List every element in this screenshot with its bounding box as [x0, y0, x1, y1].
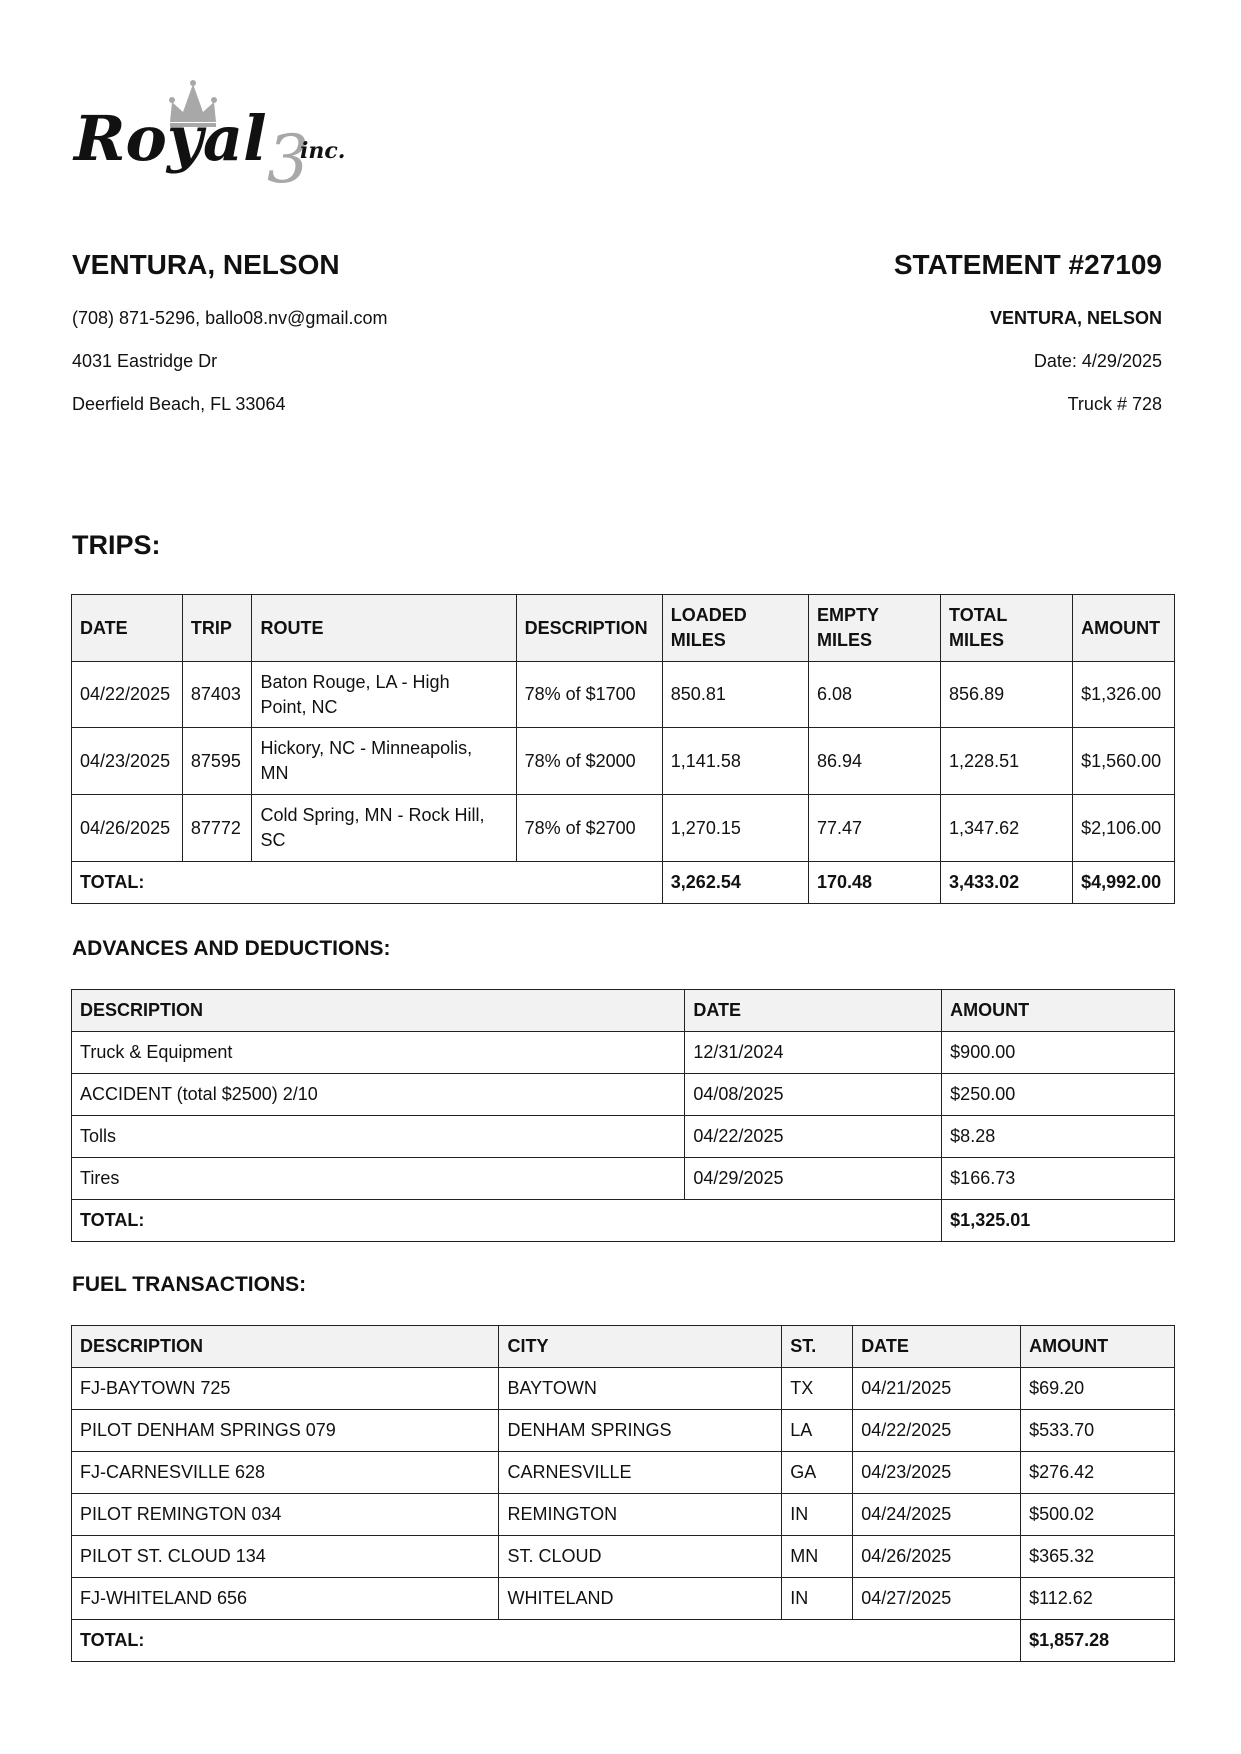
fuel-city: WHITELAND: [499, 1578, 782, 1620]
advances-total-label: TOTAL:: [72, 1200, 942, 1242]
fuel-city: DENHAM SPRINGS: [499, 1410, 782, 1452]
statement-date: Date: 4/29/2025: [1033, 351, 1162, 371]
fuel-title: FUEL TRANSACTIONS:: [72, 1273, 307, 1296]
fuel-city: ST. CLOUD: [499, 1536, 782, 1578]
col-header-city: CITY: [499, 1326, 782, 1368]
advance-description: Tolls: [72, 1116, 685, 1158]
fuel-date: 04/24/2025: [853, 1494, 1021, 1536]
trip-amount: $2,106.00: [1073, 795, 1175, 862]
col-header-description: DESCRIPTION: [516, 595, 662, 662]
fuel-state: MN: [782, 1536, 853, 1578]
table-row: [72, 1368, 1175, 1410]
advance-amount: $900.00: [942, 1032, 1175, 1074]
statement-truck: Truck # 728: [1067, 394, 1162, 414]
trips-total-loaded: 3,262.54: [662, 862, 808, 904]
table-row: [72, 1578, 1175, 1620]
trip-loaded-miles: 850.81: [662, 662, 808, 728]
table-row: [72, 1494, 1175, 1536]
table-row: [72, 662, 1175, 728]
col-header-amount: AMOUNT: [1073, 595, 1175, 662]
fuel-description: PILOT ST. CLOUD 134: [72, 1536, 499, 1578]
advance-date: 12/31/2024: [685, 1032, 942, 1074]
table-row: [72, 1158, 1175, 1200]
trip-empty-miles: 77.47: [808, 795, 940, 862]
advances-total-row: [72, 1200, 1175, 1242]
table-row: [72, 1074, 1175, 1116]
col-header-amount: AMOUNT: [1021, 1326, 1175, 1368]
trip-amount: $1,560.00: [1073, 728, 1175, 795]
trip-total-miles: 1,228.51: [941, 728, 1073, 795]
trip-number: 87772: [182, 795, 252, 862]
fuel-date: 04/26/2025: [853, 1536, 1021, 1578]
fuel-state: IN: [782, 1578, 853, 1620]
fuel-amount: $365.32: [1021, 1536, 1175, 1578]
advance-amount: $166.73: [942, 1158, 1175, 1200]
col-header-date: DATE: [853, 1326, 1021, 1368]
trip-number: 87595: [182, 728, 252, 795]
carrier-address-line1: 4031 Eastridge Dr: [72, 351, 218, 371]
trip-number: 87403: [182, 662, 252, 728]
trips-total-row: [72, 862, 1175, 904]
trip-route: Cold Spring, MN - Rock Hill, SC: [252, 795, 516, 862]
col-header-loaded-miles: LOADED MILES: [662, 595, 808, 662]
fuel-amount: $276.42: [1021, 1452, 1175, 1494]
advances-header-row: [72, 990, 1175, 1032]
trip-date: 04/22/2025: [72, 662, 183, 728]
table-row: [72, 1032, 1175, 1074]
trip-description: 78% of $2700: [516, 795, 662, 862]
trips-total-amount: $4,992.00: [1073, 862, 1175, 904]
fuel-date: 04/23/2025: [853, 1452, 1021, 1494]
fuel-description: PILOT REMINGTON 034: [72, 1494, 499, 1536]
trip-route: Baton Rouge, LA - High Point, NC: [252, 662, 516, 728]
company-logo: [72, 78, 382, 190]
trip-date: 04/26/2025: [72, 795, 183, 862]
table-row: [72, 1116, 1175, 1158]
trip-empty-miles: 6.08: [808, 662, 940, 728]
trip-empty-miles: 86.94: [808, 728, 940, 795]
svg-text:3: 3: [267, 121, 309, 190]
fuel-state: IN: [782, 1494, 853, 1536]
fuel-city: REMINGTON: [499, 1494, 782, 1536]
advance-date: 04/22/2025: [685, 1116, 942, 1158]
fuel-city: BAYTOWN: [499, 1368, 782, 1410]
fuel-total-label: TOTAL:: [72, 1620, 1021, 1662]
trip-description: 78% of $1700: [516, 662, 662, 728]
col-header-state: ST.: [782, 1326, 853, 1368]
fuel-amount: $69.20: [1021, 1368, 1175, 1410]
col-header-date: DATE: [685, 990, 942, 1032]
svg-text:Royal: Royal: [74, 102, 267, 175]
table-row: [72, 1410, 1175, 1452]
trips-table: [71, 594, 1175, 904]
table-row: [72, 1536, 1175, 1578]
fuel-amount: $533.70: [1021, 1410, 1175, 1452]
fuel-table: [71, 1325, 1175, 1662]
col-header-trip: TRIP: [182, 595, 252, 662]
advance-description: Tires: [72, 1158, 685, 1200]
trips-title: TRIPS:: [72, 530, 161, 560]
advance-amount: $8.28: [942, 1116, 1175, 1158]
fuel-date: 04/27/2025: [853, 1578, 1021, 1620]
trip-description: 78% of $2000: [516, 728, 662, 795]
col-header-description: DESCRIPTION: [72, 990, 685, 1032]
col-header-route: ROUTE: [252, 595, 516, 662]
trip-loaded-miles: 1,141.58: [662, 728, 808, 795]
svg-text:inc.: inc.: [300, 138, 346, 164]
col-header-date: DATE: [72, 595, 183, 662]
fuel-description: FJ-WHITELAND 656: [72, 1578, 499, 1620]
fuel-city: CARNESVILLE: [499, 1452, 782, 1494]
advance-date: 04/08/2025: [685, 1074, 942, 1116]
advance-date: 04/29/2025: [685, 1158, 942, 1200]
trip-total-miles: 856.89: [941, 662, 1073, 728]
carrier-contact: (708) 871-5296, ballo08.nv@gmail.com: [72, 308, 388, 328]
advance-amount: $250.00: [942, 1074, 1175, 1116]
fuel-state: LA: [782, 1410, 853, 1452]
fuel-amount: $112.62: [1021, 1578, 1175, 1620]
trips-total-empty: 170.48: [808, 862, 940, 904]
fuel-state: TX: [782, 1368, 853, 1410]
table-row: [72, 728, 1175, 795]
trip-route: Hickory, NC - Minneapolis, MN: [252, 728, 516, 795]
col-header-amount: AMOUNT: [942, 990, 1175, 1032]
col-header-description: DESCRIPTION: [72, 1326, 499, 1368]
advances-total-amount: $1,325.01: [942, 1200, 1175, 1242]
fuel-date: 04/22/2025: [853, 1410, 1021, 1452]
carrier-name: VENTURA, NELSON: [72, 249, 340, 280]
carrier-address-line2: Deerfield Beach, FL 33064: [72, 394, 286, 414]
trip-total-miles: 1,347.62: [941, 795, 1073, 862]
fuel-state: GA: [782, 1452, 853, 1494]
fuel-header-row: [72, 1326, 1175, 1368]
trip-amount: $1,326.00: [1073, 662, 1175, 728]
col-header-empty-miles: EMPTY MILES: [808, 595, 940, 662]
statement-title: STATEMENT #27109: [893, 249, 1162, 280]
trips-header-row: [72, 595, 1175, 662]
col-header-total-miles: TOTAL MILES: [941, 595, 1073, 662]
trip-date: 04/23/2025: [72, 728, 183, 795]
fuel-date: 04/21/2025: [853, 1368, 1021, 1410]
trip-loaded-miles: 1,270.15: [662, 795, 808, 862]
advances-table: [71, 989, 1175, 1242]
table-row: [72, 1452, 1175, 1494]
advance-description: Truck & Equipment: [72, 1032, 685, 1074]
fuel-description: FJ-BAYTOWN 725: [72, 1368, 499, 1410]
trips-total-label: TOTAL:: [72, 862, 663, 904]
fuel-total-row: [72, 1620, 1175, 1662]
fuel-total-amount: $1,857.28: [1021, 1620, 1175, 1662]
advance-description: ACCIDENT (total $2500) 2/10: [72, 1074, 685, 1116]
statement-name: VENTURA, NELSON: [989, 308, 1162, 328]
fuel-amount: $500.02: [1021, 1494, 1175, 1536]
advances-title: ADVANCES AND DEDUCTIONS:: [72, 937, 391, 960]
trips-total-miles: 3,433.02: [941, 862, 1073, 904]
fuel-description: PILOT DENHAM SPRINGS 079: [72, 1410, 499, 1452]
table-row: [72, 795, 1175, 862]
fuel-description: FJ-CARNESVILLE 628: [72, 1452, 499, 1494]
royal-3-logo-graphic: [72, 78, 382, 190]
